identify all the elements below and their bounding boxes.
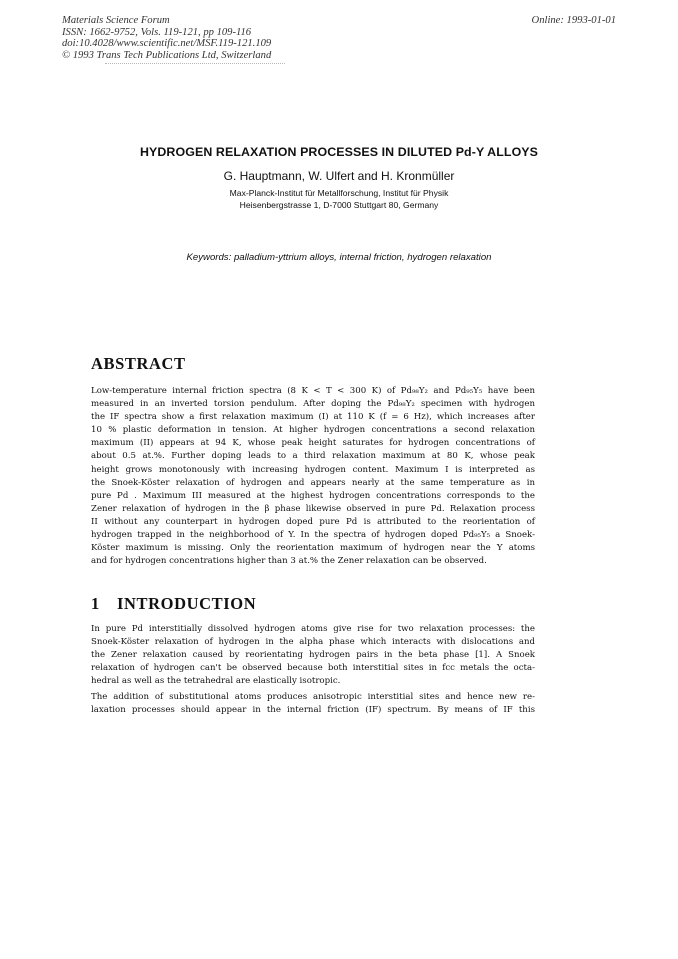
section-title: INTRODUCTION [117, 594, 257, 613]
keywords: Keywords: palladium-yttrium alloys, internal friction, hydrogen relaxation [186, 252, 492, 263]
section-number: 1 [91, 594, 100, 613]
intro-line: The addition of substitutional atoms produces anisotropic interstitial sites and hence new re- [91, 692, 535, 702]
intro-line: the Zener relaxation caused by reorientating hydrogen pairs in the beta phase [1]. A Snoek [91, 650, 535, 661]
affiliation-line-2: Heisenbergstrasse 1, D-7000 Stuttgart 80, Germany [239, 200, 439, 210]
abstract-line: II without any counterpart in hydrogen doped pure Pd is attributed to the reorientation of [91, 516, 535, 527]
abstract-line: Zener relaxation of hydrogen in the β phase likewise observed in pure Pd. Relaxation process [91, 503, 535, 514]
intro-paragraph-2 [91, 691, 535, 717]
intro-line: Snoek-Köster relaxation of hydrogen in the alpha phase which interacts with dislocations and [91, 637, 535, 648]
intro-line: relaxation of hydrogen can't be observed because both interstitial sites in fcc metals the octa- [91, 663, 535, 674]
abstract-line: pure Pd . Maximum III measured at the highest hydrogen concentrations corresponds to the [91, 490, 535, 501]
abstract-line: Köster maximum is missing. Only the reorientation maximum of hydrogen near the Y atoms [91, 543, 535, 554]
issn-line: ISSN: 1662-9752, Vols. 119-121, pp 109-116 [62, 26, 252, 38]
online-date: Online: 1993-01-01 [531, 15, 616, 26]
intro-line: laxation processes should appear in the internal friction (IF) spectrum. By means of IF this [91, 705, 535, 716]
paper-title: HYDROGEN RELAXATION PROCESSES IN DILUTED Pd-Y ALLOYS [139, 145, 539, 159]
abstract-line: height grows monotonously with increasing hydrogen content. Maximum I is interpreted as [91, 464, 535, 475]
abstract-line: Low-temperature internal friction spectra (8 K < T < 300 K) of Pd₉₈Y₂ and Pd₉₅Y₅ have been [91, 386, 535, 396]
journal-name: Materials Science Forum [62, 15, 170, 26]
abstract-line: the IF spectra show a first relaxation maximum (I) at 110 K (f = 6 Hz), which increases after [91, 412, 535, 423]
intro-line: In pure Pd interstitially dissolved hydrogen atoms give rise for two relaxation processes: the [91, 624, 535, 634]
faint-scan-line [105, 63, 285, 68]
intro-paragraph-1 [91, 623, 535, 688]
abstract-line: 10 % plastic deformation in tension. At higher hydrogen concentrations a second relaxation [91, 425, 535, 436]
abstract-line: measured in an inverted torsion pendulum. After doping the Pd₉₈Y₂ specimen with hydrogen [91, 399, 535, 410]
abstract-line: maximum (II) appears at 94 K, whose peak height saturates for hydrogen concentrations of [91, 438, 535, 449]
introduction-heading [91, 594, 256, 614]
abstract-line: hydrogen trapped in the neighborhood of Y. In the spectra of hydrogen doped Pd₉₅Y₅ a Snoek- [91, 530, 535, 541]
abstract-heading: ABSTRACT [91, 354, 186, 373]
abstract-line: the Snoek-Köster relaxation of hydrogen and appears nearly at the same temperature as in [91, 477, 535, 488]
intro-line: hedral as well as the tetrahedral are elastically isotropic. [91, 676, 341, 687]
abstract-line: and for hydrogen concentrations higher than 3 at.% the Zener relaxation can be observed. [91, 556, 487, 567]
abstract-body [91, 385, 535, 568]
abstract-line: about 0.5 at.%. Further doping leads to a third relaxation maximum at 80 K, whose peak [91, 451, 535, 462]
journal-header [62, 15, 271, 61]
doi-line: doi:10.4028/www.scientific.net/MSF.119-121.109 [62, 38, 272, 49]
affiliation-line-1: Max-Planck-Institut für Metallforschung, Institut für Physik [229, 188, 449, 198]
authors: G. Hauptmann, W. Ulfert and H. Kronmüller [223, 169, 455, 183]
copyright-line: © 1993 Trans Tech Publications Ltd, Switzerland [62, 49, 272, 61]
